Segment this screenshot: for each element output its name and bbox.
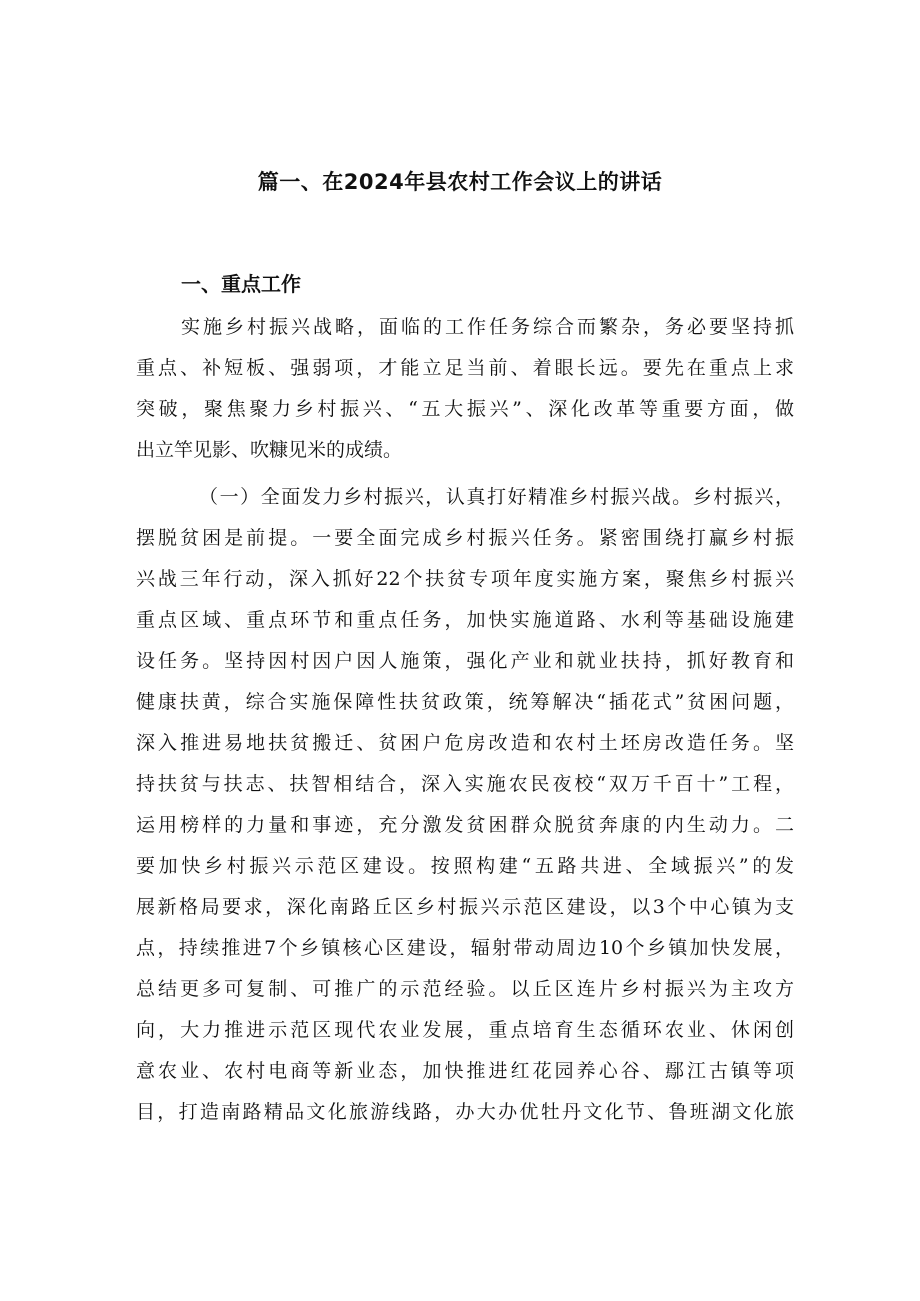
paragraph-line: 重点区域、重点环节和重点任务，加快实施道路、水利等基础设施建 bbox=[136, 609, 794, 631]
paragraph-line: 展新格局要求，深化南路丘区乡村振兴示范区建设，以3个中心镇为支 bbox=[136, 896, 794, 918]
paragraph-line: 突破，聚焦聚力乡村振兴、“五大振兴”、深化改革等重要方面，做 bbox=[136, 398, 794, 420]
section-heading: 一、重点工作 bbox=[181, 272, 301, 296]
paragraph-line: 摆脱贫困是前提。一要全面完成乡村振兴任务。紧密围绕打赢乡村振 bbox=[136, 527, 794, 549]
paragraph-line: 要加快乡村振兴示范区建设。按照构建“五路共进、全域振兴”的发 bbox=[136, 855, 794, 877]
paragraph-line: 兴战三年行动，深入抓好22个扶贫专项年度实施方案，聚焦乡村振兴 bbox=[136, 568, 794, 590]
paragraph-line: 实施乡村振兴战略，面临的工作任务综合而繁杂，务必要坚持抓 bbox=[181, 316, 794, 338]
paragraph-line: 点，持续推进7个乡镇核心区建设，辐射带动周边10个乡镇加快发展， bbox=[136, 937, 794, 959]
document-title: 篇一、在2024年县农村工作会议上的讲话 bbox=[257, 170, 663, 194]
paragraph-line: 健康扶黄，综合实施保障性扶贫政策，统筹解决“插花式”贫困问题， bbox=[136, 691, 794, 713]
paragraph-line: 意农业、农村电商等新业态，加快推进红花园养心谷、鄢江古镇等项 bbox=[136, 1060, 794, 1082]
paragraph-line: 总结更多可复制、可推广的示范经验。以丘区连片乡村振兴为主攻方 bbox=[136, 978, 794, 1000]
paragraph-line: 重点、补短板、强弱项，才能立足当前、着眼长远。要先在重点上求 bbox=[136, 357, 794, 379]
paragraph-line: 设任务。坚持因村因户因人施策，强化产业和就业扶持，抓好教育和 bbox=[136, 650, 794, 672]
paragraph-line: （一）全面发力乡村振兴，认真打好精准乡村振兴战。乡村振兴， bbox=[199, 486, 794, 508]
paragraph-line: 深入推进易地扶贫搬迁、贫困户危房改造和农村土坯房改造任务。坚 bbox=[136, 732, 794, 754]
paragraph-line: 出立竿见影、吹糠见米的成绩。 bbox=[136, 439, 403, 461]
paragraph-line: 目，打造南路精品文化旅游线路，办大办优牡丹文化节、鲁班湖文化旅 bbox=[136, 1101, 794, 1123]
paragraph-line: 持扶贫与扶志、扶智相结合，深入实施农民夜校“双万千百十”工程， bbox=[136, 773, 794, 795]
paragraph-line: 向，大力推进示范区现代农业发展，重点培育生态循环农业、休闲创 bbox=[136, 1019, 794, 1041]
paragraph-line: 运用榜样的力量和事迹，充分激发贫困群众脱贫奔康的内生动力。二 bbox=[136, 814, 794, 836]
